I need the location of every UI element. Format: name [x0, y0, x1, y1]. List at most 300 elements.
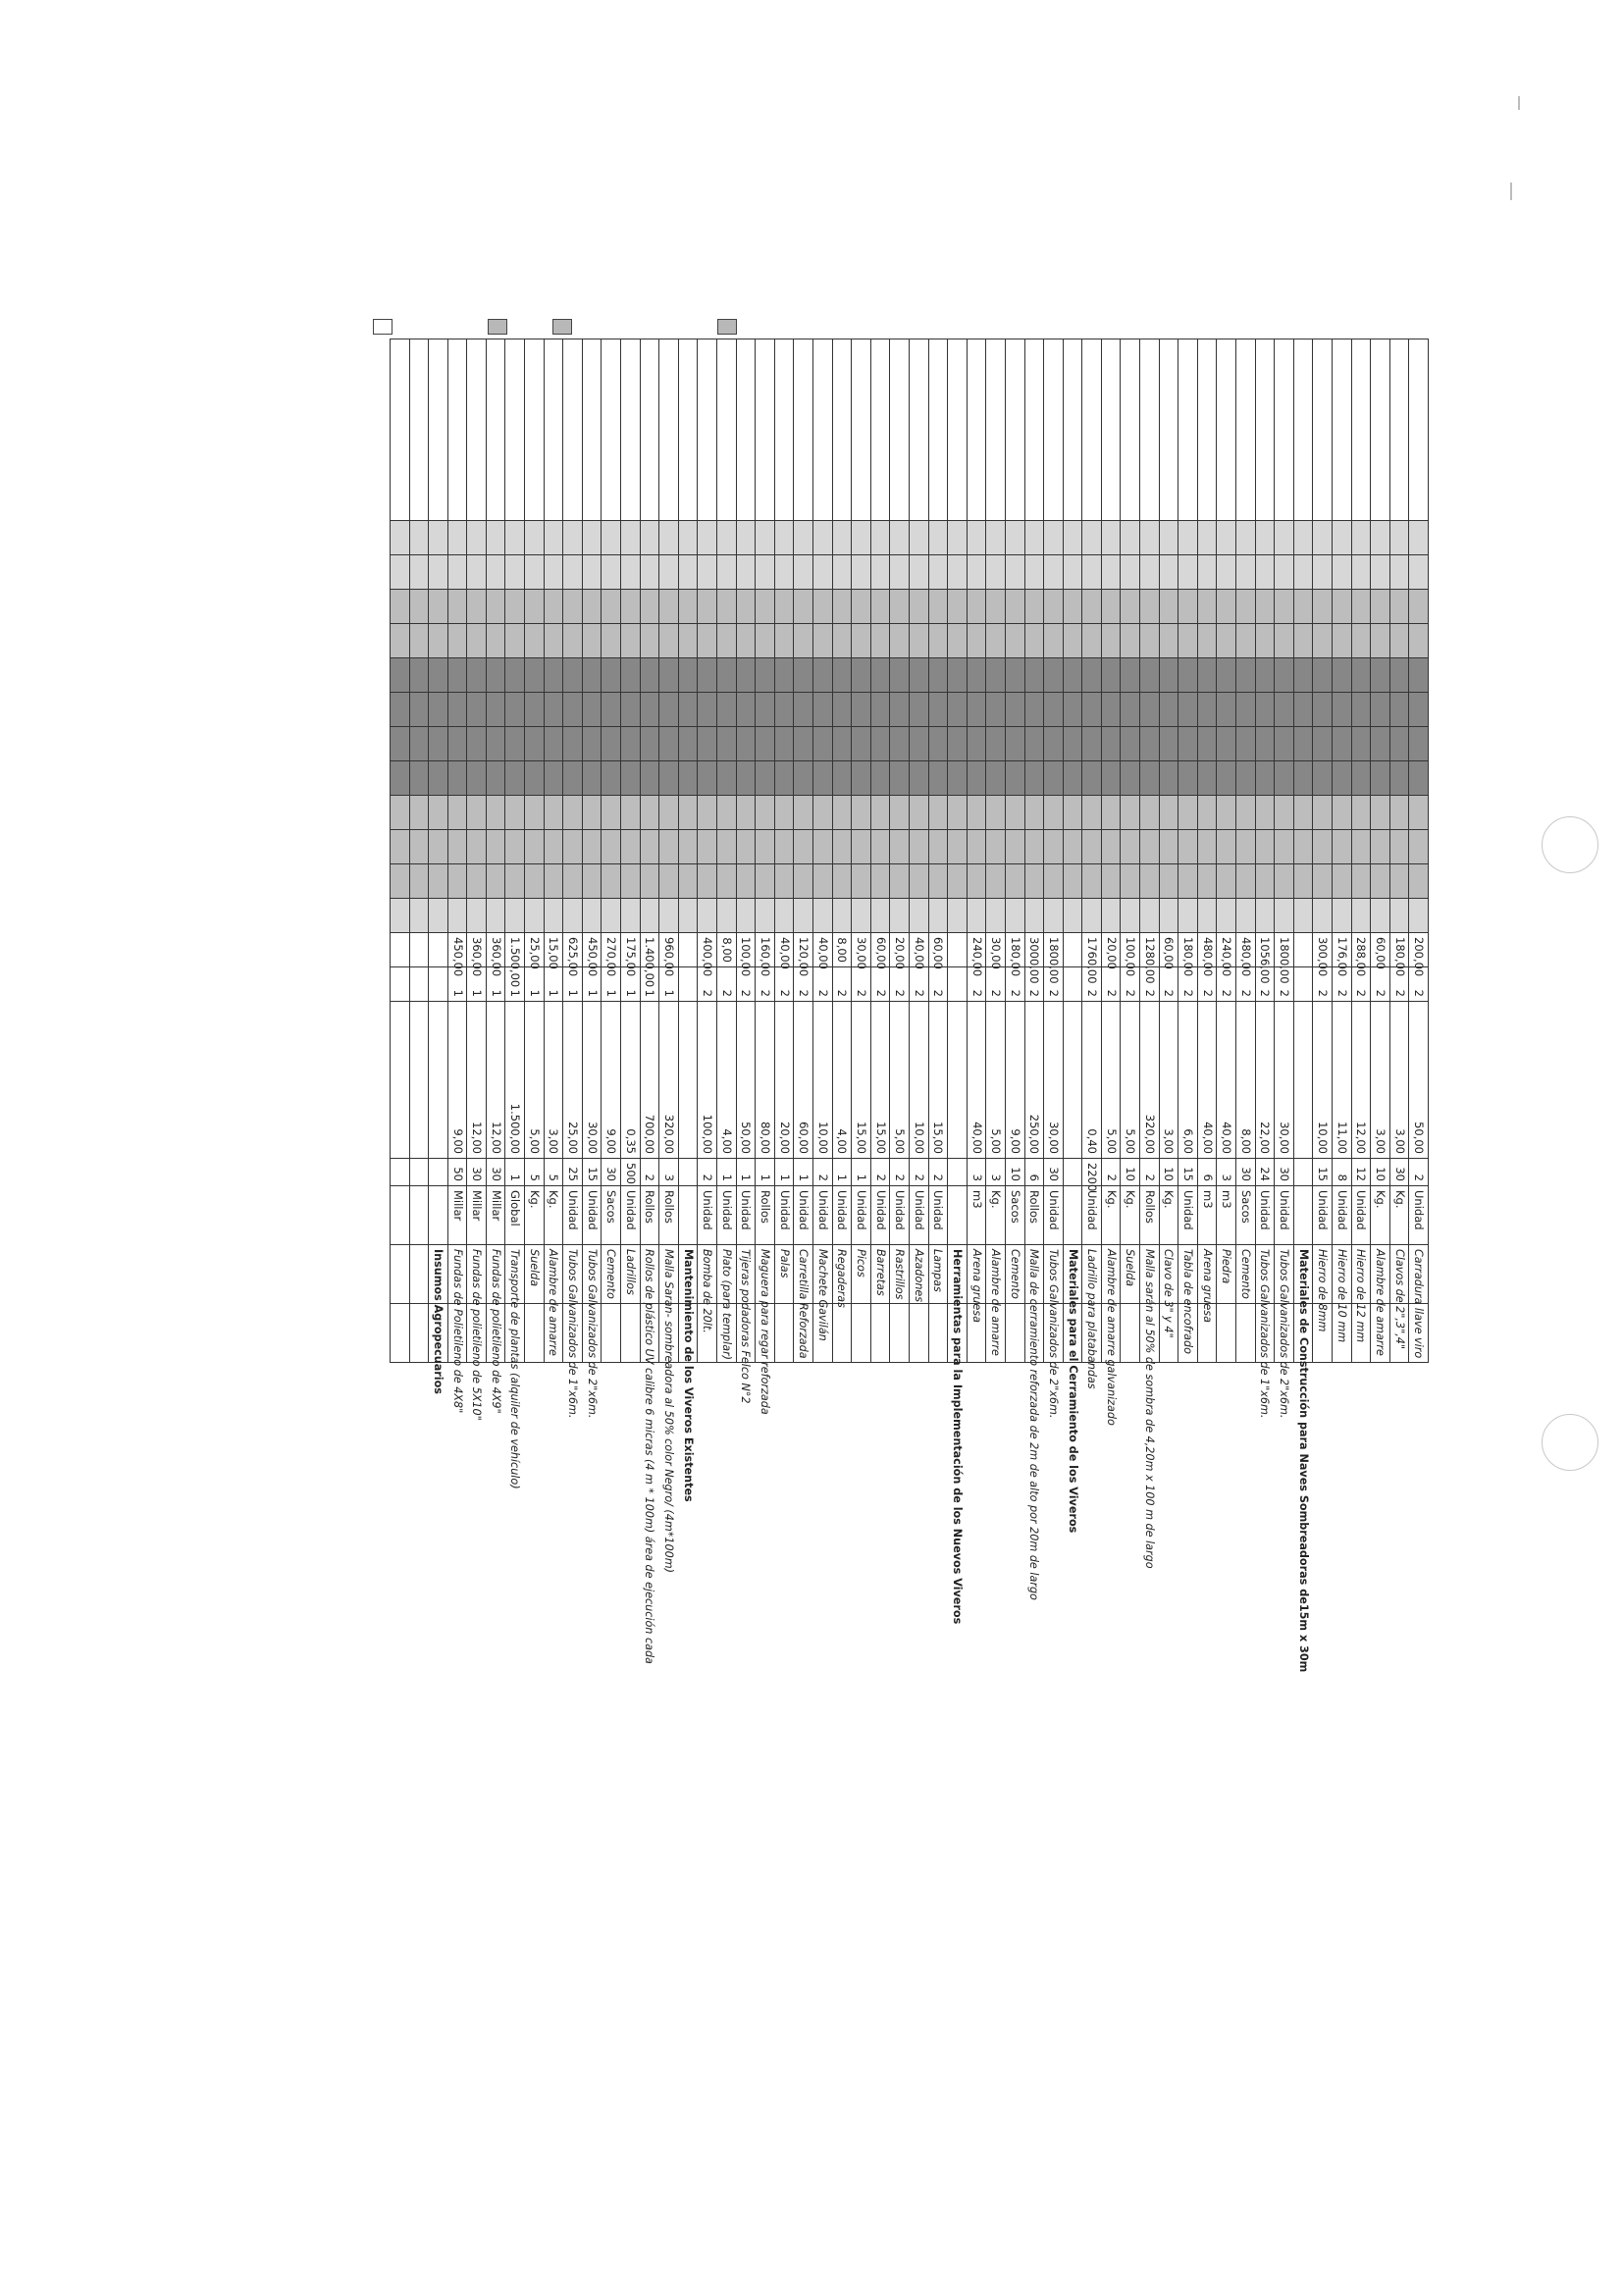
shaded-cell: [1101, 761, 1121, 796]
table-row: [1409, 339, 1429, 2027]
unit-cell: Unidad: [1351, 1186, 1371, 1245]
unit-cell: Unidad: [1313, 1186, 1333, 1245]
shaded-cell: [1024, 624, 1044, 658]
factor-cell: 2: [1217, 967, 1236, 1002]
shaded-cell: [640, 727, 659, 761]
factor-cell: 2: [794, 967, 813, 1002]
description-cell: Tubos Galvanizados de 2"x6m.: [582, 1245, 602, 1304]
unit-cell: Kg.: [544, 1186, 563, 1245]
shaded-cell: [640, 555, 659, 590]
table-row: [1121, 339, 1140, 2027]
quantity-cell: 1: [756, 1159, 775, 1186]
unit-price-cell: 20,00: [774, 1002, 794, 1159]
shaded-cell: [390, 796, 409, 830]
shaded-cell: [1313, 761, 1333, 796]
shaded-cell: [1140, 658, 1160, 693]
unit-price-cell: 11,00: [1333, 1002, 1352, 1159]
description-cell: Arena gruesa: [967, 1245, 986, 1304]
shaded-cell: [1217, 590, 1236, 624]
shaded-cell: [1351, 555, 1371, 590]
unit-price-cell: 12,00: [486, 1002, 505, 1159]
shaded-cell: [717, 864, 737, 899]
quantity-cell: 500: [621, 1159, 641, 1186]
total-cell: 100,00: [1121, 933, 1140, 967]
description-cell: Alambre de amarre: [986, 1245, 1006, 1304]
shaded-cell: [1044, 899, 1064, 933]
shaded-cell: [640, 693, 659, 727]
quantity-cell: [948, 1159, 968, 1186]
quantity-cell: 2: [890, 1159, 910, 1186]
blank-cell: [1293, 339, 1313, 521]
quantity-cell: 6: [1197, 1159, 1217, 1186]
quantity-cell: [429, 1159, 448, 1186]
table-row: [1313, 339, 1333, 2027]
shaded-cell: [678, 727, 698, 761]
description-cell: Hierro de 10 mm: [1333, 1245, 1352, 1304]
shaded-cell: [390, 555, 409, 590]
shaded-cell: [467, 555, 487, 590]
shaded-cell: [1044, 693, 1064, 727]
shaded-cell: [870, 693, 890, 727]
factor-cell: 2: [736, 967, 756, 1002]
shaded-cell: [813, 830, 833, 864]
shaded-cell: [1140, 521, 1160, 555]
shaded-cell: [1063, 864, 1082, 899]
unit-cell: Sacos: [602, 1186, 621, 1245]
table-row: [928, 339, 948, 2027]
table-row: [1351, 339, 1371, 2027]
shaded-cell: [1275, 830, 1294, 864]
shaded-cell: [467, 590, 487, 624]
description-cell: Tijeras podadoras Felco N°2: [736, 1245, 756, 1304]
quantity-cell: 1: [852, 1159, 871, 1186]
shaded-cell: [1044, 796, 1064, 830]
blank-cell: [409, 339, 429, 521]
table-row: [447, 339, 467, 2027]
shaded-cell: [1024, 658, 1044, 693]
shaded-cell: [1101, 864, 1121, 899]
shaded-cell: [1351, 864, 1371, 899]
shaded-cell: [1082, 658, 1102, 693]
shaded-cell: [1293, 864, 1313, 899]
blank-cell: [909, 1304, 928, 1363]
blank-cell: [409, 1304, 429, 1363]
shaded-cell: [909, 693, 928, 727]
total-cell: 288,00: [1351, 933, 1371, 967]
blank-cell: [832, 1304, 852, 1363]
total-cell: 300,00: [1313, 933, 1333, 967]
shaded-cell: [544, 624, 563, 658]
total-cell: 480,00: [1236, 933, 1256, 967]
shaded-cell: [1255, 899, 1275, 933]
blank-cell: [1159, 339, 1178, 521]
shaded-cell: [390, 830, 409, 864]
shaded-cell: [582, 658, 602, 693]
shaded-cell: [1389, 830, 1409, 864]
unit-price-cell: 320,00: [1140, 1002, 1160, 1159]
shaded-cell: [986, 658, 1006, 693]
table-row: [698, 339, 717, 2027]
shaded-cell: [1371, 521, 1390, 555]
shaded-cell: [1197, 590, 1217, 624]
unit-price-cell: 40,00: [1197, 1002, 1217, 1159]
blank-cell: [774, 1304, 794, 1363]
shaded-cell: [659, 521, 679, 555]
shaded-cell: [1389, 864, 1409, 899]
total-cell: 100,00: [736, 933, 756, 967]
shaded-cell: [1351, 521, 1371, 555]
description-cell: Barretas: [870, 1245, 890, 1304]
shaded-cell: [756, 830, 775, 864]
shaded-cell: [659, 830, 679, 864]
shaded-cell: [928, 590, 948, 624]
shaded-cell: [409, 693, 429, 727]
total-cell: 960,00: [659, 933, 679, 967]
shaded-cell: [505, 555, 525, 590]
shaded-cell: [1063, 555, 1082, 590]
shaded-cell: [1236, 693, 1256, 727]
shaded-cell: [1409, 830, 1429, 864]
shaded-cell: [1063, 590, 1082, 624]
total-cell: 1760,00: [1082, 933, 1102, 967]
unit-price-cell: 3,00: [1389, 1002, 1409, 1159]
shaded-cell: [967, 658, 986, 693]
shaded-cell: [486, 727, 505, 761]
shaded-cell: [1140, 796, 1160, 830]
unit-price-cell: 30,00: [1044, 1002, 1064, 1159]
unit-cell: Unidad: [1255, 1186, 1275, 1245]
shaded-cell: [832, 796, 852, 830]
shaded-cell: [928, 555, 948, 590]
shaded-cell: [659, 555, 679, 590]
total-cell: 8,00: [717, 933, 737, 967]
factor-cell: 2: [1333, 967, 1352, 1002]
shaded-cell: [1159, 864, 1178, 899]
shaded-cell: [1275, 899, 1294, 933]
shaded-cell: [467, 521, 487, 555]
shaded-cell: [1236, 521, 1256, 555]
shaded-cell: [756, 624, 775, 658]
shaded-cell: [1063, 727, 1082, 761]
shaded-cell: [870, 658, 890, 693]
shaded-cell: [1293, 521, 1313, 555]
factor-cell: 1: [505, 967, 525, 1002]
shaded-cell: [736, 624, 756, 658]
shaded-cell: [794, 624, 813, 658]
description-cell: Picos: [852, 1245, 871, 1304]
factor-cell: 1: [563, 967, 583, 1002]
shaded-cell: [1101, 796, 1121, 830]
unit-cell: Rollos: [640, 1186, 659, 1245]
shaded-cell: [429, 899, 448, 933]
unit-cell: [390, 1186, 409, 1245]
shaded-cell: [409, 521, 429, 555]
shaded-cell: [621, 521, 641, 555]
shaded-cell: [948, 864, 968, 899]
shaded-cell: [390, 727, 409, 761]
total-cell: 40,00: [774, 933, 794, 967]
shaded-cell: [948, 521, 968, 555]
shaded-cell: [794, 761, 813, 796]
shaded-cell: [505, 864, 525, 899]
total-cell: 1.400,00: [640, 933, 659, 967]
unit-price-cell: [390, 1002, 409, 1159]
shaded-cell: [1293, 624, 1313, 658]
unit-price-cell: 3,00: [544, 1002, 563, 1159]
unit-price-cell: 4,00: [832, 1002, 852, 1159]
shaded-cell: [602, 555, 621, 590]
total-cell: 30,00: [852, 933, 871, 967]
shaded-cell: [870, 590, 890, 624]
shaded-cell: [794, 796, 813, 830]
blank-cell: [429, 339, 448, 521]
shaded-cell: [1333, 555, 1352, 590]
factor-cell: 1: [659, 967, 679, 1002]
table-row: [659, 339, 679, 2027]
blank-cell: [813, 339, 833, 521]
blank-cell: [736, 339, 756, 521]
shaded-cell: [928, 864, 948, 899]
shaded-cell: [1351, 761, 1371, 796]
shaded-cell: [1005, 521, 1024, 555]
shaded-cell: [717, 796, 737, 830]
shaded-cell: [890, 830, 910, 864]
shaded-cell: [640, 590, 659, 624]
shaded-cell: [1236, 864, 1256, 899]
factor-cell: 2: [1275, 967, 1294, 1002]
shaded-cell: [1140, 693, 1160, 727]
quantity-cell: [390, 1159, 409, 1186]
unit-price-cell: 3,00: [1371, 1002, 1390, 1159]
shaded-cell: [1389, 796, 1409, 830]
quantity-cell: 1: [832, 1159, 852, 1186]
shaded-cell: [909, 796, 928, 830]
total-cell: 1800,00: [1275, 933, 1294, 967]
unit-cell: Unidad: [852, 1186, 871, 1245]
shaded-cell: [967, 624, 986, 658]
quantity-cell: 8: [1333, 1159, 1352, 1186]
description-cell: Herramientas para la Implementación de los Nuevos Viveros: [948, 1245, 968, 1304]
shaded-cell: [736, 590, 756, 624]
shaded-cell: [1159, 590, 1178, 624]
table-row: [582, 339, 602, 2027]
column-marker-box: [373, 319, 393, 335]
shaded-cell: [774, 555, 794, 590]
unit-cell: Kg.: [986, 1186, 1006, 1245]
unit-price-cell: [678, 1002, 698, 1159]
unit-price-cell: 40,00: [967, 1002, 986, 1159]
description-cell: Alambre de amarre: [544, 1245, 563, 1304]
shaded-cell: [1121, 796, 1140, 830]
factor-cell: 1: [640, 967, 659, 1002]
shaded-cell: [986, 864, 1006, 899]
shaded-cell: [774, 521, 794, 555]
shaded-cell: [409, 761, 429, 796]
shaded-cell: [1121, 864, 1140, 899]
total-cell: [1063, 933, 1082, 967]
total-cell: [948, 933, 968, 967]
column-marker-box-grey: [488, 319, 507, 335]
shaded-cell: [1389, 521, 1409, 555]
shaded-cell: [1063, 899, 1082, 933]
quantity-cell: 25: [563, 1159, 583, 1186]
shaded-cell: [1005, 899, 1024, 933]
shaded-cell: [525, 590, 545, 624]
blank-cell: [1140, 339, 1160, 521]
unit-price-cell: 10,00: [909, 1002, 928, 1159]
shaded-cell: [1313, 590, 1333, 624]
shaded-cell: [852, 521, 871, 555]
quantity-cell: 2: [698, 1159, 717, 1186]
blank-cell: [774, 339, 794, 521]
factor-cell: 1: [486, 967, 505, 1002]
shaded-cell: [1293, 555, 1313, 590]
shaded-cell: [1333, 693, 1352, 727]
shaded-cell: [678, 658, 698, 693]
quantity-cell: 2: [1140, 1159, 1160, 1186]
unit-price-cell: 5,00: [986, 1002, 1006, 1159]
shaded-cell: [1371, 590, 1390, 624]
unit-price-cell: 700,00: [640, 1002, 659, 1159]
shaded-cell: [659, 693, 679, 727]
shaded-cell: [563, 555, 583, 590]
total-cell: 360,00: [467, 933, 487, 967]
total-cell: 1280,00: [1140, 933, 1160, 967]
unit-cell: m3: [967, 1186, 986, 1245]
shaded-cell: [756, 521, 775, 555]
shaded-cell: [1236, 727, 1256, 761]
factor-cell: 1: [467, 967, 487, 1002]
shaded-cell: [1044, 830, 1064, 864]
description-cell: Piedra: [1217, 1245, 1236, 1304]
unit-cell: Unidad: [563, 1186, 583, 1245]
shaded-cell: [447, 864, 467, 899]
blank-cell: [602, 1304, 621, 1363]
unit-cell: Rollos: [659, 1186, 679, 1245]
shaded-cell: [640, 830, 659, 864]
shaded-cell: [1255, 796, 1275, 830]
table-row: [736, 339, 756, 2027]
shaded-cell: [1121, 555, 1140, 590]
unit-price-cell: 5,00: [1101, 1002, 1121, 1159]
shaded-cell: [447, 899, 467, 933]
factor-cell: 2: [1178, 967, 1198, 1002]
factor-cell: 2: [852, 967, 871, 1002]
unit-cell: Rollos: [1140, 1186, 1160, 1245]
shaded-cell: [736, 727, 756, 761]
total-cell: 40,00: [909, 933, 928, 967]
total-cell: 40,00: [813, 933, 833, 967]
shaded-cell: [1351, 624, 1371, 658]
shaded-cell: [429, 555, 448, 590]
table-body: [390, 339, 1428, 2027]
factor-cell: 2: [1313, 967, 1333, 1002]
shaded-cell: [794, 521, 813, 555]
shaded-cell: [986, 761, 1006, 796]
shaded-cell: [1159, 521, 1178, 555]
table-row: [1082, 339, 1102, 2027]
unit-cell: m3: [1217, 1186, 1236, 1245]
blank-cell: [717, 339, 737, 521]
shaded-cell: [1236, 761, 1256, 796]
shaded-cell: [602, 693, 621, 727]
unit-price-cell: 4,00: [717, 1002, 737, 1159]
quantity-cell: [1063, 1159, 1082, 1186]
shaded-cell: [390, 899, 409, 933]
shaded-cell: [1236, 590, 1256, 624]
shaded-cell: [698, 590, 717, 624]
shaded-cell: [640, 761, 659, 796]
shaded-cell: [525, 796, 545, 830]
unit-cell: Unidad: [717, 1186, 737, 1245]
shaded-cell: [794, 658, 813, 693]
shaded-cell: [1121, 693, 1140, 727]
factor-cell: 2: [1351, 967, 1371, 1002]
shaded-cell: [1217, 521, 1236, 555]
shaded-cell: [756, 727, 775, 761]
shaded-cell: [1082, 555, 1102, 590]
shaded-cell: [1217, 761, 1236, 796]
shaded-cell: [813, 521, 833, 555]
shaded-cell: [678, 830, 698, 864]
shaded-cell: [1178, 555, 1198, 590]
shaded-cell: [717, 727, 737, 761]
shaded-cell: [486, 555, 505, 590]
shaded-cell: [909, 761, 928, 796]
shaded-cell: [1197, 761, 1217, 796]
total-cell: 400,00: [698, 933, 717, 967]
total-cell: 3000,00: [1024, 933, 1044, 967]
description-cell: Alambre de amarre: [1371, 1245, 1390, 1304]
unit-price-cell: 22,00: [1255, 1002, 1275, 1159]
shaded-cell: [717, 624, 737, 658]
shaded-cell: [1409, 521, 1429, 555]
shaded-cell: [986, 693, 1006, 727]
shaded-cell: [967, 864, 986, 899]
shaded-cell: [525, 521, 545, 555]
factor-cell: 2: [717, 967, 737, 1002]
shaded-cell: [525, 761, 545, 796]
blank-cell: [1005, 1304, 1024, 1363]
unit-price-cell: 1.500,00: [505, 1002, 525, 1159]
shaded-cell: [1024, 864, 1044, 899]
description-cell: Bomba de 20lt.: [698, 1245, 717, 1304]
table-row: [774, 339, 794, 2027]
factor-cell: 2: [813, 967, 833, 1002]
unit-cell: [678, 1186, 698, 1245]
table-row: [1178, 339, 1198, 2027]
quantity-cell: 30: [1275, 1159, 1294, 1186]
shaded-cell: [1409, 590, 1429, 624]
shaded-cell: [870, 796, 890, 830]
quantity-cell: 2: [909, 1159, 928, 1186]
shaded-cell: [1236, 899, 1256, 933]
quantity-cell: 10: [1159, 1159, 1178, 1186]
shaded-cell: [1389, 899, 1409, 933]
shaded-cell: [505, 521, 525, 555]
shaded-cell: [852, 658, 871, 693]
shaded-cell: [832, 521, 852, 555]
shaded-cell: [525, 693, 545, 727]
shaded-cell: [870, 624, 890, 658]
shaded-cell: [698, 555, 717, 590]
total-cell: 360,00: [486, 933, 505, 967]
blank-cell: [486, 339, 505, 521]
shaded-cell: [1197, 830, 1217, 864]
shaded-cell: [1159, 624, 1178, 658]
shaded-cell: [678, 761, 698, 796]
shaded-cell: [659, 590, 679, 624]
